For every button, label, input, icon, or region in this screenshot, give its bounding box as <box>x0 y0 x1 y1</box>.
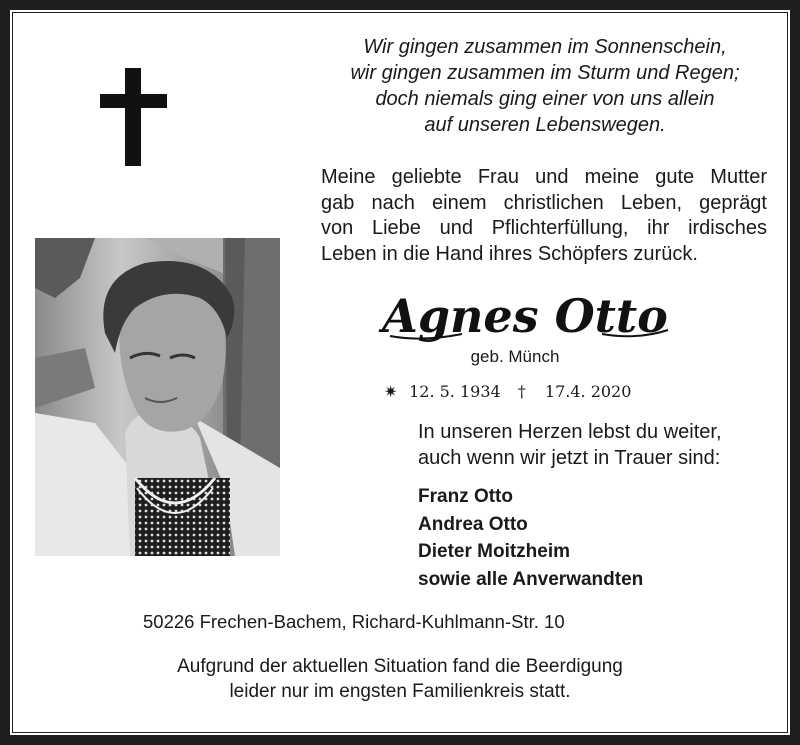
address: 50226 Frechen-Bachem, Richard-Kuhlmann-Str. 10 <box>143 611 565 632</box>
mourner: Andrea Otto <box>418 513 528 535</box>
mourner: sowie alle Anverwandten <box>418 568 644 590</box>
birth-name: geb. Münch <box>470 347 560 366</box>
mourners-list <box>418 483 778 593</box>
condolence-line: In unseren Herzen lebst du weiter, <box>418 421 722 443</box>
poem-line: auf unseren Lebenswegen. <box>424 114 666 136</box>
condolence-text <box>418 420 778 471</box>
poem-line: doch niemals ging einer von uns allein <box>375 88 715 110</box>
funeral-note <box>100 654 700 704</box>
intro-line: gab nach einem christlichen Leben, geprägt <box>321 191 767 214</box>
deceased-name-text: Agnes Otto <box>382 289 668 343</box>
mourner: Dieter Moitzheim <box>418 541 571 562</box>
mourner: Franz Otto <box>418 486 513 507</box>
condolence-line: auch wenn wir jetzt in Trauer sind: <box>418 446 721 469</box>
note-line: Aufgrund der aktuellen Situation fand die Beerdigung <box>177 656 623 677</box>
intro-line: von Liebe und Pflichterfüllung, ihr irdisches <box>321 217 767 239</box>
life-dates <box>384 381 684 403</box>
intro-line: Leben in die Hand ihres Schöpfers zurück. <box>321 242 698 265</box>
intro-line: Meine geliebte Frau und meine gute Mutter <box>321 166 767 188</box>
portrait-photo <box>35 238 280 556</box>
poem <box>300 34 790 138</box>
cross-icon <box>100 68 167 166</box>
birth-date: 12. 5. 1934 <box>409 382 501 401</box>
note-line: leider nur im engsten Familienkreis statt. <box>229 681 571 702</box>
poem-line: wir gingen zusammen im Sturm und Regen; <box>350 62 740 84</box>
deceased-name <box>372 282 678 348</box>
star-icon: ✷ <box>384 382 398 401</box>
poem-line: Wir gingen zusammen im Sonnenschein, <box>363 36 727 58</box>
intro-text <box>321 165 767 267</box>
death-date: 17.4. 2020 <box>544 382 632 401</box>
dagger-icon: † <box>517 382 526 401</box>
